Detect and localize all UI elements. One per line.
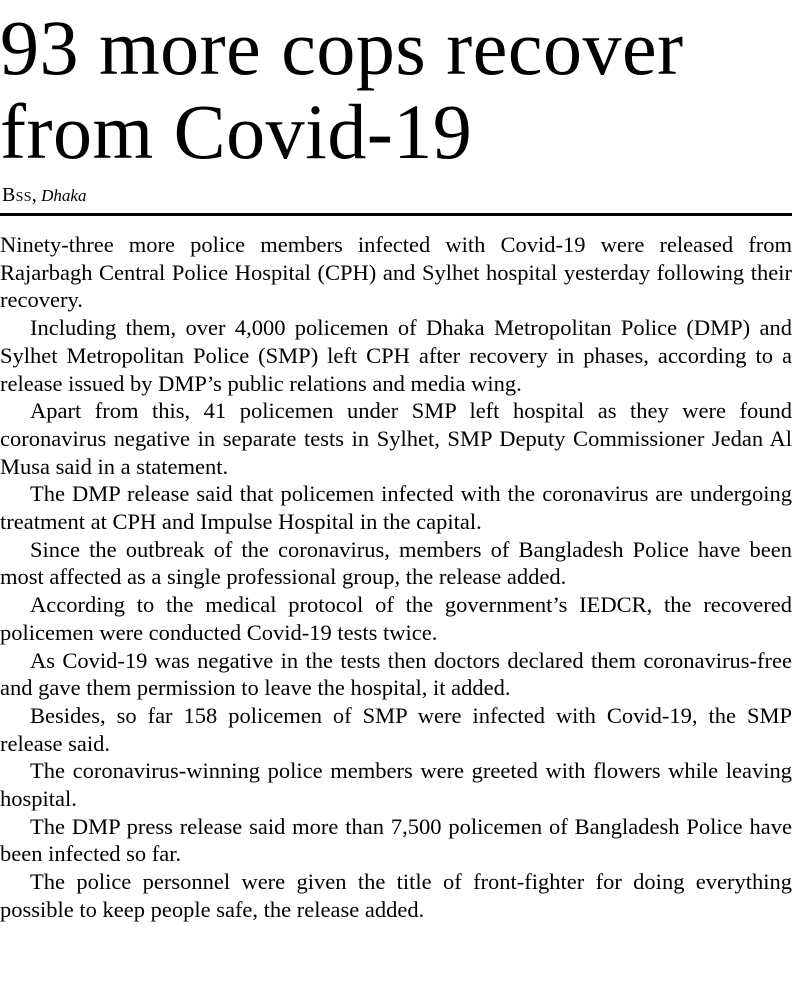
byline (2, 183, 86, 208)
body-paragraph: The DMP press release said more than 7,500 policemen of Bangladesh Police have been infected so far. (0, 813, 792, 867)
byline-dateline: Dhaka (41, 186, 87, 205)
body-paragraph: Apart from this, 41 policemen under SMP left hospital as they were found coronavirus negative in separate tests in Sylhet, SMP Deputy Commissioner Jedan Al Musa said in a statement. (0, 398, 792, 479)
body-paragraph: The coronavirus-winning police members were greeted with flowers while leaving hospital. (0, 758, 792, 812)
byline-agency: Bss, (2, 184, 38, 206)
body-paragraph: According to the medical protocol of the government’s IEDCR, the recovered policemen were conducted Covid-19 tests twice. (0, 592, 792, 645)
body-paragraph: Including them, over 4,000 policemen of Dhaka Metropolitan Police (DMP) and Sylhet Metropolitan Police (SMP) left CPH after recovery in phases, according to a release issued by DMP’s public relations and media wing. (0, 315, 792, 396)
article-body (0, 231, 792, 924)
body-paragraph: Since the outbreak of the coronavirus, members of Bangladesh Police have been most affected as a single professional group, the release added. (0, 536, 792, 590)
article-headline: 93 more cops recover from Covid-19 (0, 4, 684, 175)
body-paragraph: The DMP release said that policemen infected with the coronavirus are undergoing treatment at CPH and Impulse Hospital in the capital. (0, 481, 792, 535)
body-paragraph: As Covid-19 was negative in the tests then doctors declared them coronavirus-free and gave them permission to leave the hospital, it added. (0, 647, 792, 701)
headline-divider (0, 213, 792, 216)
body-paragraph: Ninety-three more police members infected with Covid-19 were released from Rajarbagh Central Police Hospital (CPH) and Sylhet hospital yesterday following their recovery. (0, 232, 792, 313)
body-paragraph: The police personnel were given the title of front-fighter for doing everything possible to keep people safe, the release added. (0, 869, 792, 922)
body-paragraph: Besides, so far 158 policemen of SMP were infected with Covid-19, the SMP release said. (0, 702, 792, 756)
